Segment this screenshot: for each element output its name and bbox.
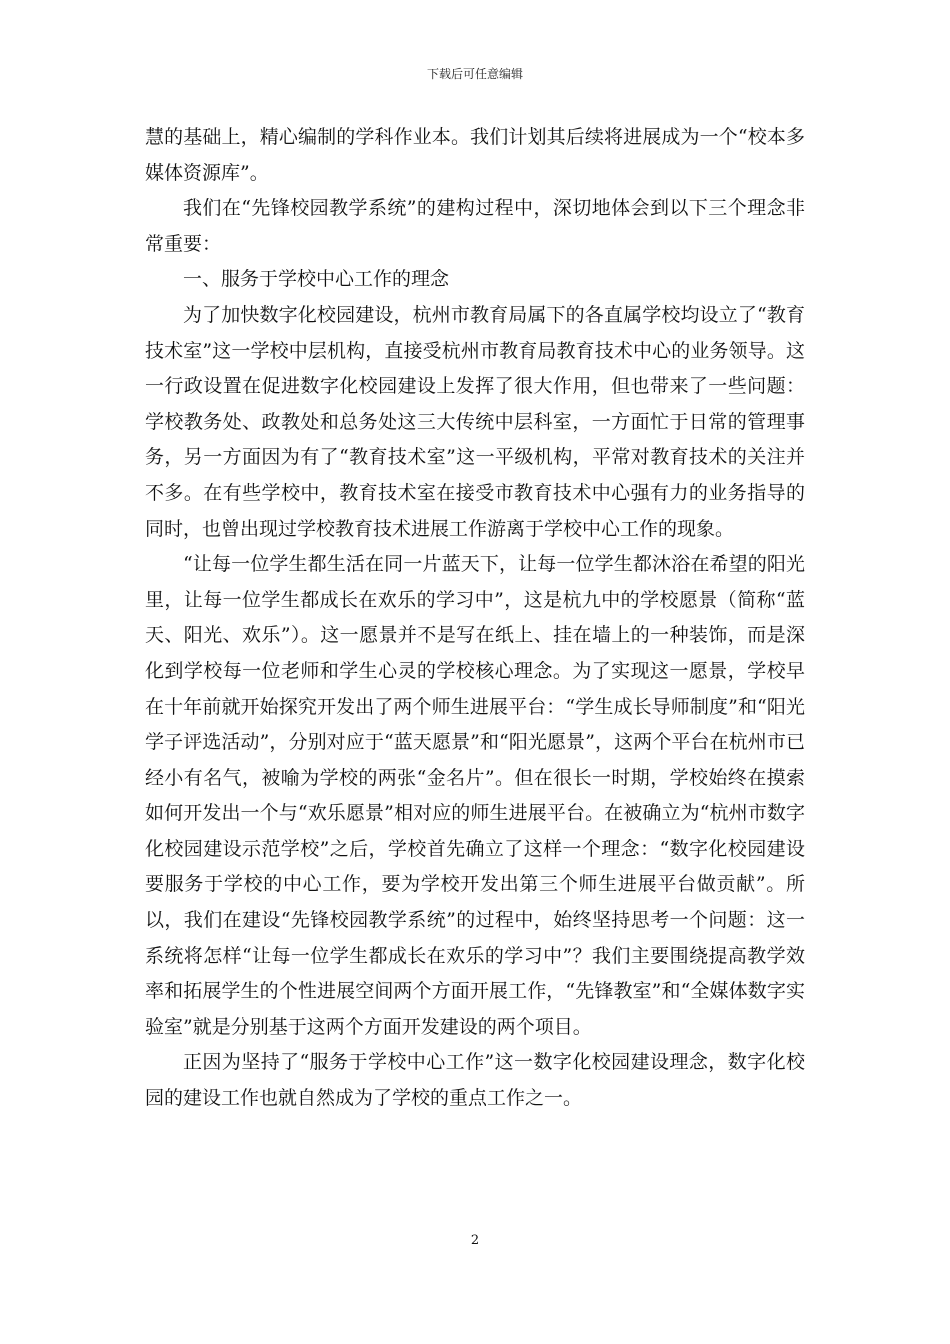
paragraph: 为了加快数字化校园建设，杭州市教育局属下的各直属学校均设立了“教育技术室”这一学校中层机构，直接受杭州市教育局教育技术中心的业务领导。这一行政设置在促进数字化校园建设上发挥了很大作用，但也带来了一些问题：学校教务处、政教处和总务处这三大传统中层科室，一方面忙于日常的管理事务，另一方面因为有了“教育技术室”这一平级机构，平常对教育技术的关注并不多。在有些学校中，教育技术室在接受市教育技术中心强有力的业务指导的同时，也曾出现过学校教育技术进展工作游离于学校中心工作的现象。	[145, 303, 805, 540]
paragraph-continued: 慧的基础上，精心编制的学科作业本。我们计划其后续将进展成为一个“校本多媒体资源库”。	[145, 126, 805, 184]
section-heading: 一、服务于学校中心工作的理念	[183, 268, 450, 291]
paragraph: 正因为坚持了“服务于学校中心工作”这一数字化校园建设理念，数字化校园的建设工作也就自然成为了学校的重点工作之一。	[145, 1051, 805, 1110]
page-header: 下载后可任意编辑	[426, 67, 523, 81]
page-number: 2	[470, 1233, 480, 1248]
document-body	[145, 120, 805, 1117]
paragraph: “让每一位学生都生活在同一片蓝天下，让每一位学生都沐浴在希望的阳光里，让每一位学生都成长在欢乐的学习中”，这是杭九中的学校愿景（简称“蓝天、阳光、欢乐”）。这一愿景并不是写在纸上、挂在墙上的一种装饰，而是深化到学校每一位老师和学生心灵的学校核心理念。为了实现这一愿景，学校早在十年前就开始探究开发出了两个师生进展平台：“学生成长导师制度”和“阳光学子评选活动”，分别对应于“蓝天愿景”和“阳光愿景”，这两个平台在杭州市已经小有名气，被喻为学校的两张“金名片”。但在很长一时期，学校始终在摸索如何开发出一个与“欢乐愿景”相对应的师生进展平台。在被确立为“杭州市数字化校园建设示范学校”之后，学校首先确立了这样一个理念：“数字化校园建设要服务于学校的中心工作，要为学校开发出第三个师生进展平台做贡献”。所以，我们在建设“先锋校园教学系统”的过程中，始终坚持思考一个问题：这一系统将怎样“让每一位学生都成长在欢乐的学习中”？我们主要围绕提高教学效率和拓展学生的个性进展空间两个方面开展工作，“先锋教室”和“全媒体数字实验室”就是分别基于这两个方面开发建设的两个项目。	[145, 553, 805, 1038]
paragraph-intro: 我们在“先锋校园教学系统”的建构过程中，深切地体会到以下三个理念非常重要：	[145, 197, 805, 255]
